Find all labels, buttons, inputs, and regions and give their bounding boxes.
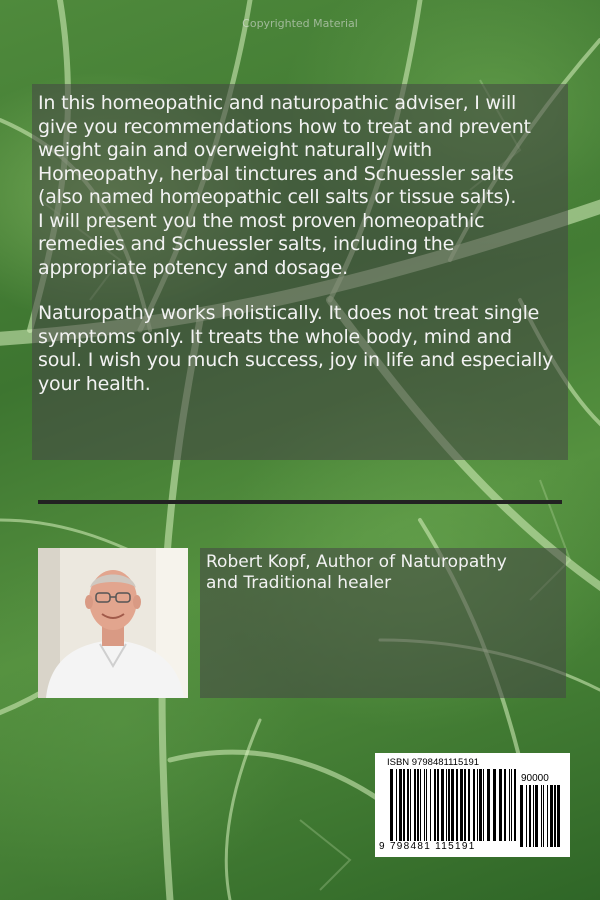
price-barcode [519, 785, 563, 847]
author-info-panel [200, 548, 566, 698]
author-name-line: Robert Kopf, Author of Naturopathy [206, 552, 507, 572]
isbn-barcode [389, 769, 519, 841]
description-panel [32, 84, 568, 460]
isbn-label: ISBN 9798481115191 [387, 757, 480, 768]
author-title-line: and Traditional healer [206, 573, 392, 593]
description-paragraph-2: Naturopathy works holistically. It does not treat single symptoms only. It treats the whole body, mind and soul. I wish you much success, joy in life and especially your health. [38, 302, 554, 395]
description-sentence-1: In this homeopathic and naturopathic adviser, I will give you recommendations how to treat and prevent weight gain and overweight naturally with Homeopathy, herbal tinctures and Schuessler salts (also named homeopathic cell salts or tissue salts). [38, 92, 531, 208]
barcode-digits: 9 798481 115191 [379, 841, 476, 852]
description-sentence-2: I will present you the most proven homeopathic remedies and Schuessler salts, including the appropriate potency and dosage. [38, 209, 485, 279]
description-paragraph-1 [38, 92, 560, 280]
copyright-watermark-top: Copyrighted Material [242, 17, 358, 30]
author-photo [38, 548, 188, 698]
section-divider [38, 500, 562, 504]
author-portrait-icon [38, 548, 188, 698]
price-code-label: 90000 [521, 773, 549, 784]
barcode-box [375, 753, 570, 857]
